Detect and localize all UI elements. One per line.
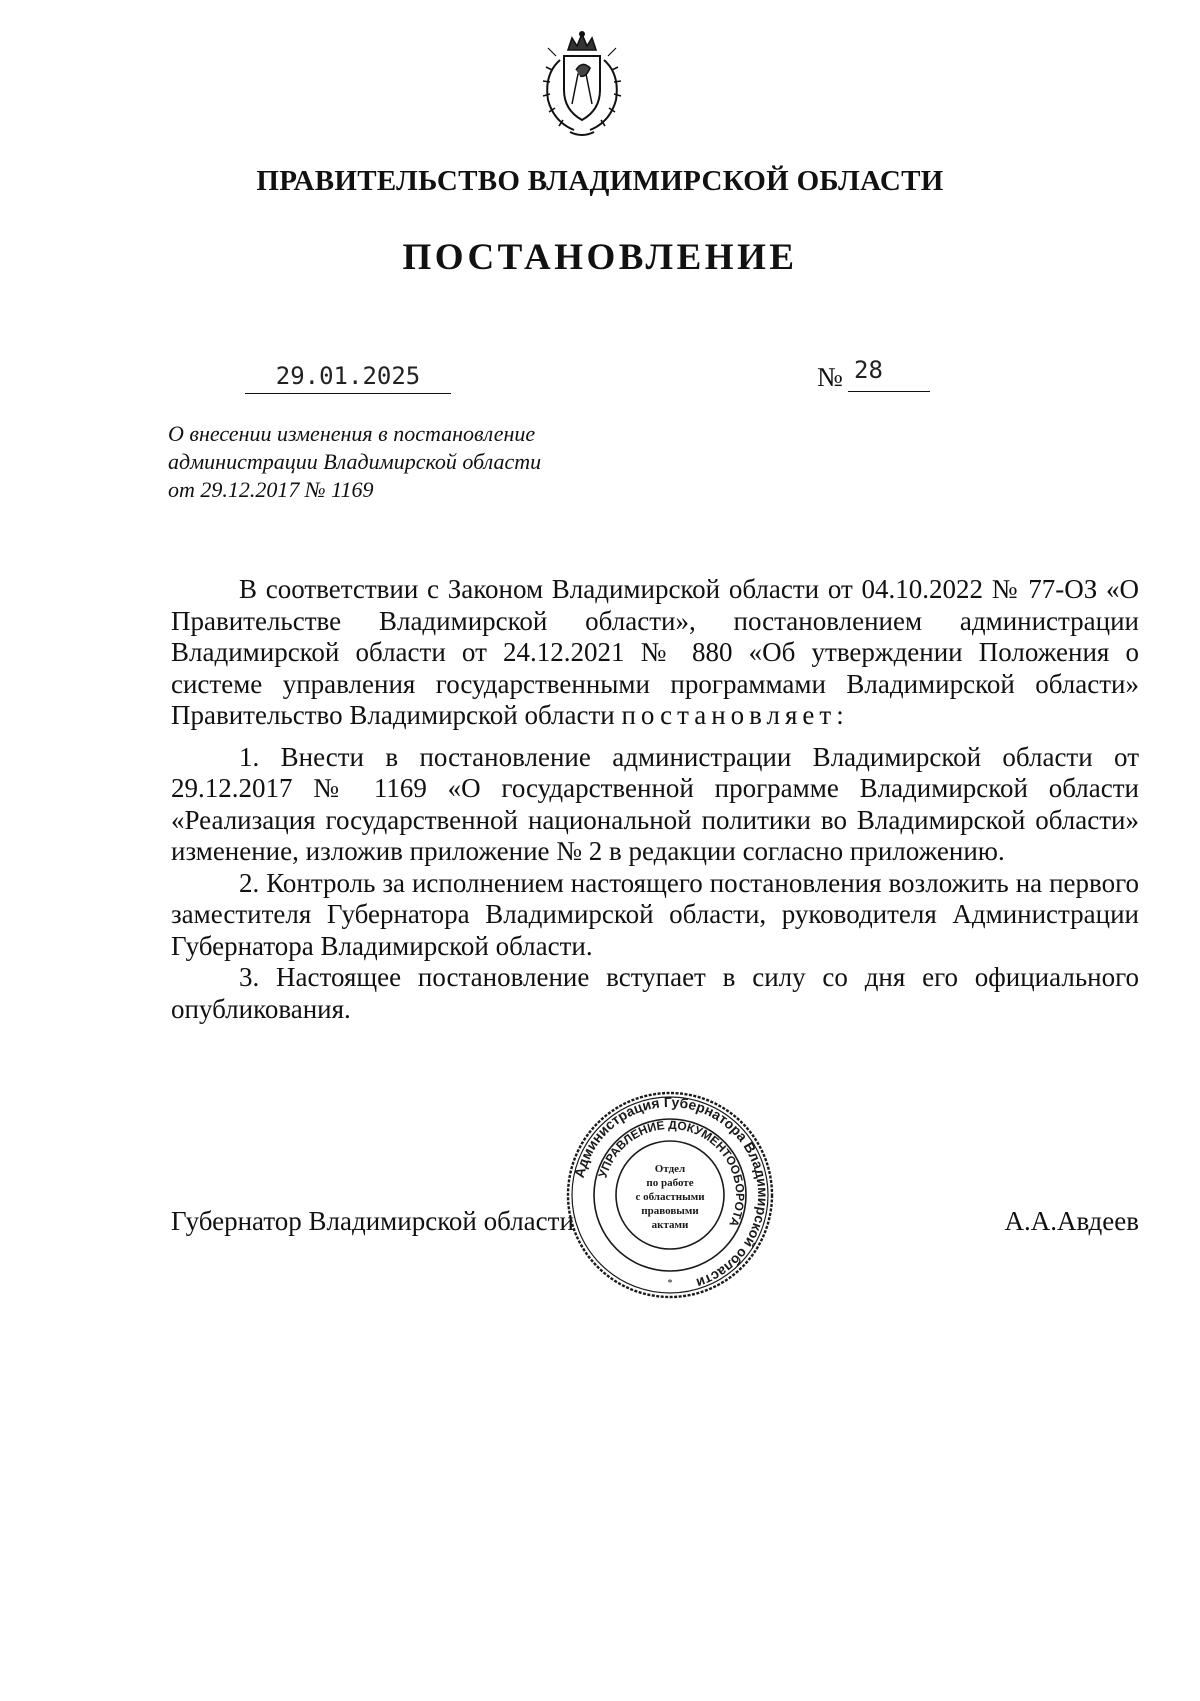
stamp-center-line: по работе <box>646 1177 694 1189</box>
preamble-text: В соответствии с Законом Владимирской области от 04.10.2022 № 77-ОЗ «О Правительстве Владимирской области», постановлением администрации Владимирской области от 24.12.2021 № 880 «Об утверждении Положения о системе управления государственными программами Владимирской области» Правительство Владимирской области <box>171 574 1139 730</box>
preamble-paragraph <box>171 574 1139 732</box>
stamp-center-line: актами <box>651 1219 689 1231</box>
resolves-word: постановляет: <box>621 700 849 730</box>
document-date: 29.01.2025 <box>245 361 451 394</box>
stamp-inner-text: УПРАВЛЕНИЕ ДОКУМЕНТООБОРОТА <box>595 1117 748 1229</box>
signatory-position: Губернатор Владимирской области <box>171 1206 574 1236</box>
document-type-title: ПОСТАНОВЛЕНИЕ <box>402 237 798 278</box>
number-sign: № <box>817 362 843 392</box>
coat-of-arms-icon <box>530 30 634 142</box>
stamp-center-line: Отдел <box>654 1163 686 1175</box>
subject-line: от 29.12.2017 № 1169 <box>168 477 374 502</box>
subject-line: администрации Владимирской области <box>168 449 542 474</box>
signatory-name: А.А.Авдеев <box>1004 1206 1139 1236</box>
document-subject <box>168 420 628 504</box>
document-body <box>171 574 1139 1025</box>
item-2: 2. Контроль за исполнением настоящего постановления возложить на первого заместителя Губернатора Владимирской области, руководителя Администрации Губернатора Владимирской области. <box>171 867 1139 961</box>
stamp-star-icon: * <box>667 1278 673 1289</box>
government-title: ПРАВИТЕЛЬСТВО ВЛАДИМИРСКОЙ ОБЛАСТИ <box>256 165 944 197</box>
item-3: 3. Настоящее постановление вступает в силу со дня его официального опубликования. <box>171 962 1139 1024</box>
stamp-outer-text: Администрация Губернатора Владимирской области <box>570 1093 772 1292</box>
stamp-center-line: с областными <box>635 1191 705 1203</box>
document-number: 28 <box>848 355 930 392</box>
item-1: 1. Внести в постановление администрации Владимирской области от 29.12.2017 № 1169 «О государственной программе Владимирской области «Реализация государственной национальной политики во Владимирской области» изменение, изложив приложение № 2 в редакции согласно приложению. <box>171 741 1139 866</box>
official-stamp <box>565 1090 775 1300</box>
subject-line: О внесении изменения в постановление <box>168 421 536 446</box>
stamp-center-line: правовыми <box>641 1205 699 1217</box>
